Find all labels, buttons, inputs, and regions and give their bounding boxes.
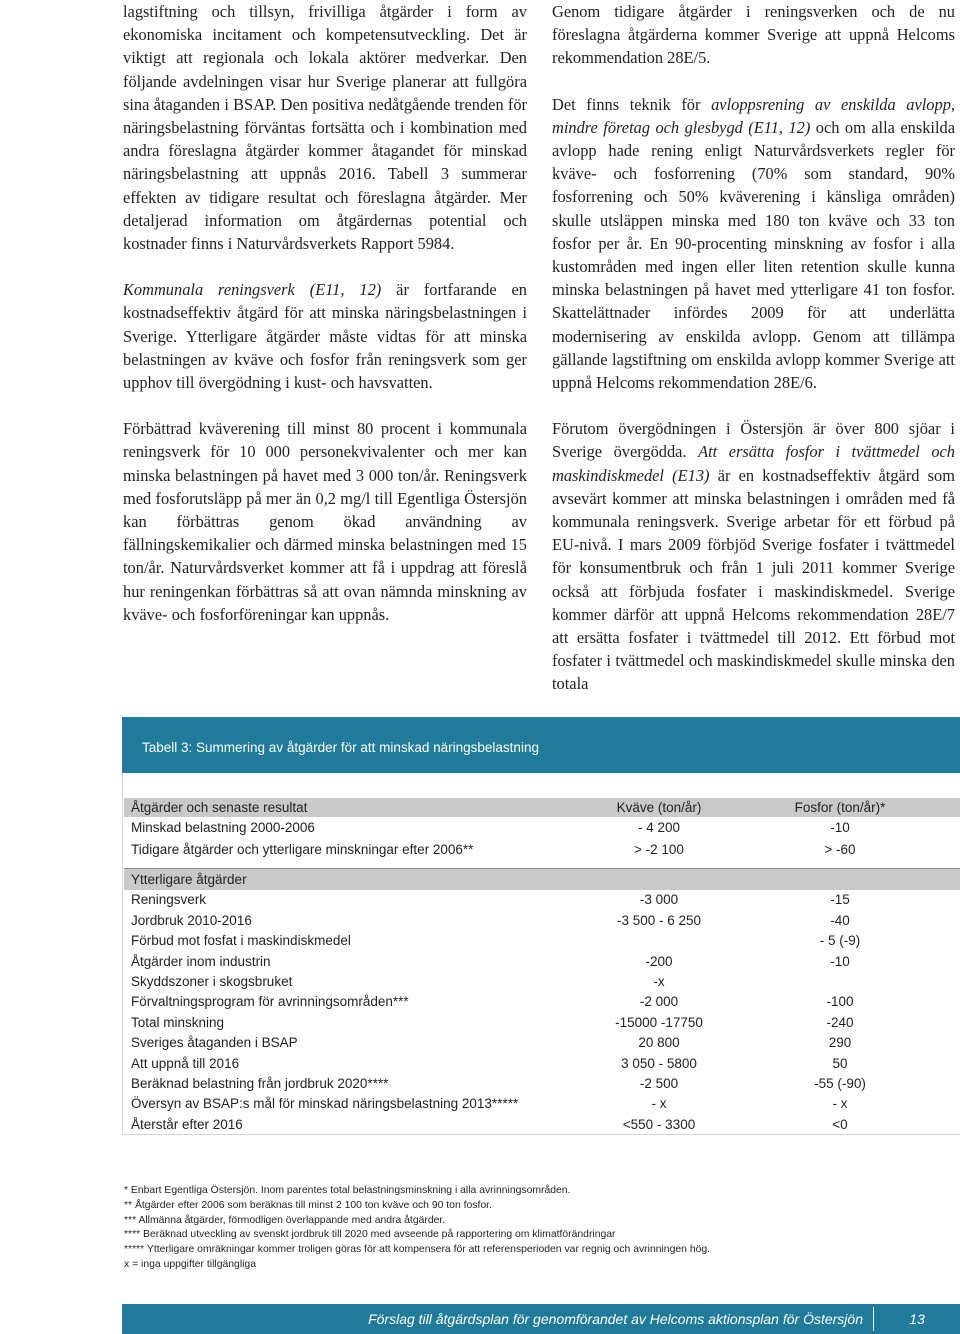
table-cell: Förbud mot fosfat i maskindiskmedel: [131, 933, 351, 949]
table-cell: Översyn av BSAP:s mål för minskad näringsbelastning 2013*****: [131, 1096, 519, 1112]
table-cell: [598, 931, 720, 951]
left-paragraph-3: Förbättrad kväverening till minst 80 procent i kommunala reningsverk för 10 000 personekvivalenter och mer kan minska belastningen på havet med 3 000 ton/år. Reningsverk med fosforutsläpp på mer än 0,2 mg/l till Egentliga Östersjön kan förbättras genom ökad användning av fällningskemikalier och därmed minska belastningen med 15 ton/år. Naturvårdsverket kommer att få i uppdrag att föreslå hur reningenkan förbättras så att ovan nämnda minskning av kväve- och fosforföreningar kan uppnås.: [123, 419, 527, 624]
footnote: *** Allmänna åtgärder, förmodligen överlappande med andra åtgärder.: [124, 1214, 446, 1226]
table-row: [124, 971, 960, 991]
right-paragraph-3: [552, 417, 955, 695]
right-paragraph-1: Genom tidigare åtgärder i reningsverken och de nu föreslagna åtgärderna kommer Sverige att uppnå Helcoms rekommendation 28E/5.: [552, 2, 955, 68]
table-cell: > -60: [824, 841, 856, 857]
table-cell: -55 (-90): [814, 1075, 866, 1091]
table-title: Tabell 3: Summering av åtgärder för att minskad näringsbelastning: [122, 717, 960, 773]
table-cell: - 5 (-9): [819, 933, 861, 949]
table-header-cell: Fosfor (ton/år)*: [720, 798, 960, 817]
table-section-label: Ytterligare åtgärder: [124, 869, 598, 890]
table-cell: <550 - 3300: [622, 1116, 696, 1132]
footnote: **** Beräknad utveckling av svenskt jordbruk till 2020 med avseende på rapportering om klimatförändringar: [124, 1229, 616, 1241]
table-row: [124, 1094, 960, 1114]
table-cell: Beräknad belastning från jordbruk 2020****: [131, 1075, 389, 1091]
right-paragraph-3-text-a: Förutom övergödningen i Östersjön är över 800 sjöar i Sverige övergödda.: [552, 419, 955, 462]
left-paragraph-2: [123, 278, 527, 394]
table-cell: Minskad belastning 2000-2006: [131, 819, 315, 835]
left-column: [123, 0, 527, 649]
table-cell: -2 000: [639, 994, 679, 1010]
footnote: ** Åtgärder efter 2006 som beräknas till minst 2 100 ton kväve och 90 ton fosfor.: [124, 1199, 492, 1211]
left-paragraph-2-text: är fortfarande en kostnadseffektiv åtgärd för att minska näringsbelastningen i Sverige. Ytterligare åtgärder måste vidtas för att minska belastningen av kväve och fosfor från reningsverk som ger upphov till övergödning i kust- och havsvatten.: [123, 280, 527, 393]
right-column: [552, 0, 955, 719]
footer-title: Förslag till åtgärdsplan för genomförandet av Helcoms aktionsplan för Östersjön: [368, 1311, 863, 1327]
table-row: [124, 890, 960, 910]
right-paragraph-2-text-a: Det finns teknik för: [552, 94, 712, 114]
table-cell: - 4 200: [637, 819, 681, 835]
table-cell: 50: [832, 1055, 848, 1071]
table-cell: -3 000: [639, 892, 679, 908]
table-cell: Tidigare åtgärder och ytterligare minskningar efter 2006**: [131, 841, 474, 857]
table-cell: -15000 -17750: [615, 1014, 703, 1030]
table-row: [124, 1073, 960, 1093]
footnote: * Enbart Egentliga Östersjön. Inom parentes total belastningsminskning i alla avrinningsområden.: [124, 1185, 571, 1196]
table-cell: Total minskning: [131, 1014, 225, 1030]
table-row: [124, 837, 960, 861]
table-cell: Sveriges åtaganden i BSAP: [131, 1035, 298, 1051]
table-header-cell: Åtgärder och senaste resultat: [124, 798, 598, 817]
table-cell: Förvaltningsprogram för avrinningsområden***: [131, 994, 409, 1010]
table-cell: -2 500: [639, 1075, 679, 1091]
table-row: [124, 910, 960, 930]
table-cell: - x: [832, 1096, 848, 1112]
table-cell: -100: [826, 994, 854, 1010]
table-row: [124, 931, 960, 951]
summary-table: [124, 798, 960, 1134]
table-cell: Åtgärder inom industrin: [131, 953, 271, 969]
table-cell: 3 050 - 5800: [621, 1055, 697, 1071]
table-cell: - x: [651, 1096, 667, 1112]
table-cell: -10: [830, 953, 850, 969]
left-paragraph-1: lagstiftning och tillsyn, frivilliga åtgärder i form av ekonomiska incitament och kompetensutveckling. Det är viktigt att regionala och lokala aktörer medverkar. Den följande avdelningen visar hur Sverige planerar att fullgöra sina åtaganden i BSAP. Den positiva nedåtgående trenden för näringsbelastning förväntas fortsätta och i kombination med andra föreslagna åtgärder kommer åtagandet för minskad näringsbelastning att uppnås 2016. Tabell 3 summerar effekten av tidigare resultat och föreslagna åtgärder. Mer detaljerad information om åtgärdernas potential och kostnader finns i Naturvårdsverkets Rapport 5984.: [123, 2, 527, 254]
page-number: 13: [909, 1311, 925, 1327]
table-cell: -40: [830, 912, 850, 928]
table-row: [124, 951, 960, 971]
right-paragraph-2: [552, 93, 955, 395]
table-cell: -x: [653, 974, 665, 990]
table-cell: <0: [832, 1116, 848, 1132]
table-cell: -10: [830, 819, 850, 835]
table-cell: Skyddszoner i skogsbruket: [131, 974, 293, 990]
table-separator: [124, 861, 960, 869]
footnote: ***** Ytterligare omräkningar kommer troligen göras för att kompensera för att referensperioden var regnig och avrinningen hög.: [124, 1244, 711, 1256]
table-cell: Återstår efter 2016: [131, 1116, 243, 1132]
table-cell: Att uppnå till 2016: [131, 1055, 240, 1071]
table-row: [124, 992, 960, 1012]
table-cell: > -2 100: [634, 841, 684, 857]
table-row: [124, 1033, 960, 1053]
table-cell: [720, 971, 960, 991]
right-paragraph-2-text-b: och om alla enskilda avlopp hade rening enligt Naturvårdsverkets regler för kväve- och fosforrening (70% som standard, 90% fosforrening och 50% kväverening i känsliga områden) skulle utsläppen minska med 180 ton kväve och 33 ton fosfor per år. En 90-procenting minskning av fosfor i alla kustområden med ingen eller liten retention skulle kunna minska belastningen på havet med ytterligare 41 ton fosfor. Skattelättnader infördes 2009 för att underlätta modernisering av enskilda avlopp. Genom att tillämpa gällande lagstiftning om enskilda avlopp kommer Sverige att uppnå Helcoms rekommendation 28E/6.: [552, 117, 956, 393]
table-section-row: [124, 869, 960, 890]
table-row: [124, 1114, 960, 1134]
table-row: [124, 1012, 960, 1032]
table-cell: -3 500 - 6 250: [616, 912, 702, 928]
right-paragraph-3-emphasis: Att ersätta fosfor i tvättmedel och maskindiskmedel (E13): [552, 442, 955, 485]
table-cell: 20 800: [638, 1035, 680, 1051]
left-paragraph-2-emphasis: Kommunala reningsverk (E11, 12): [123, 280, 382, 300]
table-cell: Reningsverk: [131, 892, 207, 908]
table-row: [124, 1053, 960, 1073]
table-cell: -200: [645, 953, 673, 969]
right-paragraph-3-text-b: är en kostnadseffektiv åtgärd som avsevärt kommer att minska belastningen i områden med få kommunala reningsverk. Sverige arbetar för ett förbud på EU-nivå. I mars 2009 förbjöd Sverige fosfater i tvättmedel för konsumentbruk och från 1 juli 2011 kommer Sverige också att förbjuda fosfater i maskindiskmedel. Sverige kommer därför att uppnå Helcoms rekommendation 28E/7 att ersätta fosfater i tvättmedel till 2012. Ett förbud mot fosfater i tvättmedel och maskindiskmedel skulle minska den totala: [552, 465, 955, 694]
table-row: [124, 817, 960, 837]
footnotes: [124, 1184, 944, 1273]
table-cell: -240: [826, 1014, 854, 1030]
table-header-row: [124, 798, 960, 817]
table-cell: 290: [828, 1035, 852, 1051]
table-cell: Jordbruk 2010-2016: [131, 912, 252, 928]
table-cell: -15: [830, 892, 850, 908]
right-paragraph-2-emphasis: avloppsrening av enskilda avlopp, mindre företag och glesbygd (E11, 12): [552, 94, 955, 137]
footnote: x = inga uppgifter tillgängliga: [124, 1258, 256, 1270]
table-header-cell: Kväve (ton/år): [598, 798, 720, 817]
